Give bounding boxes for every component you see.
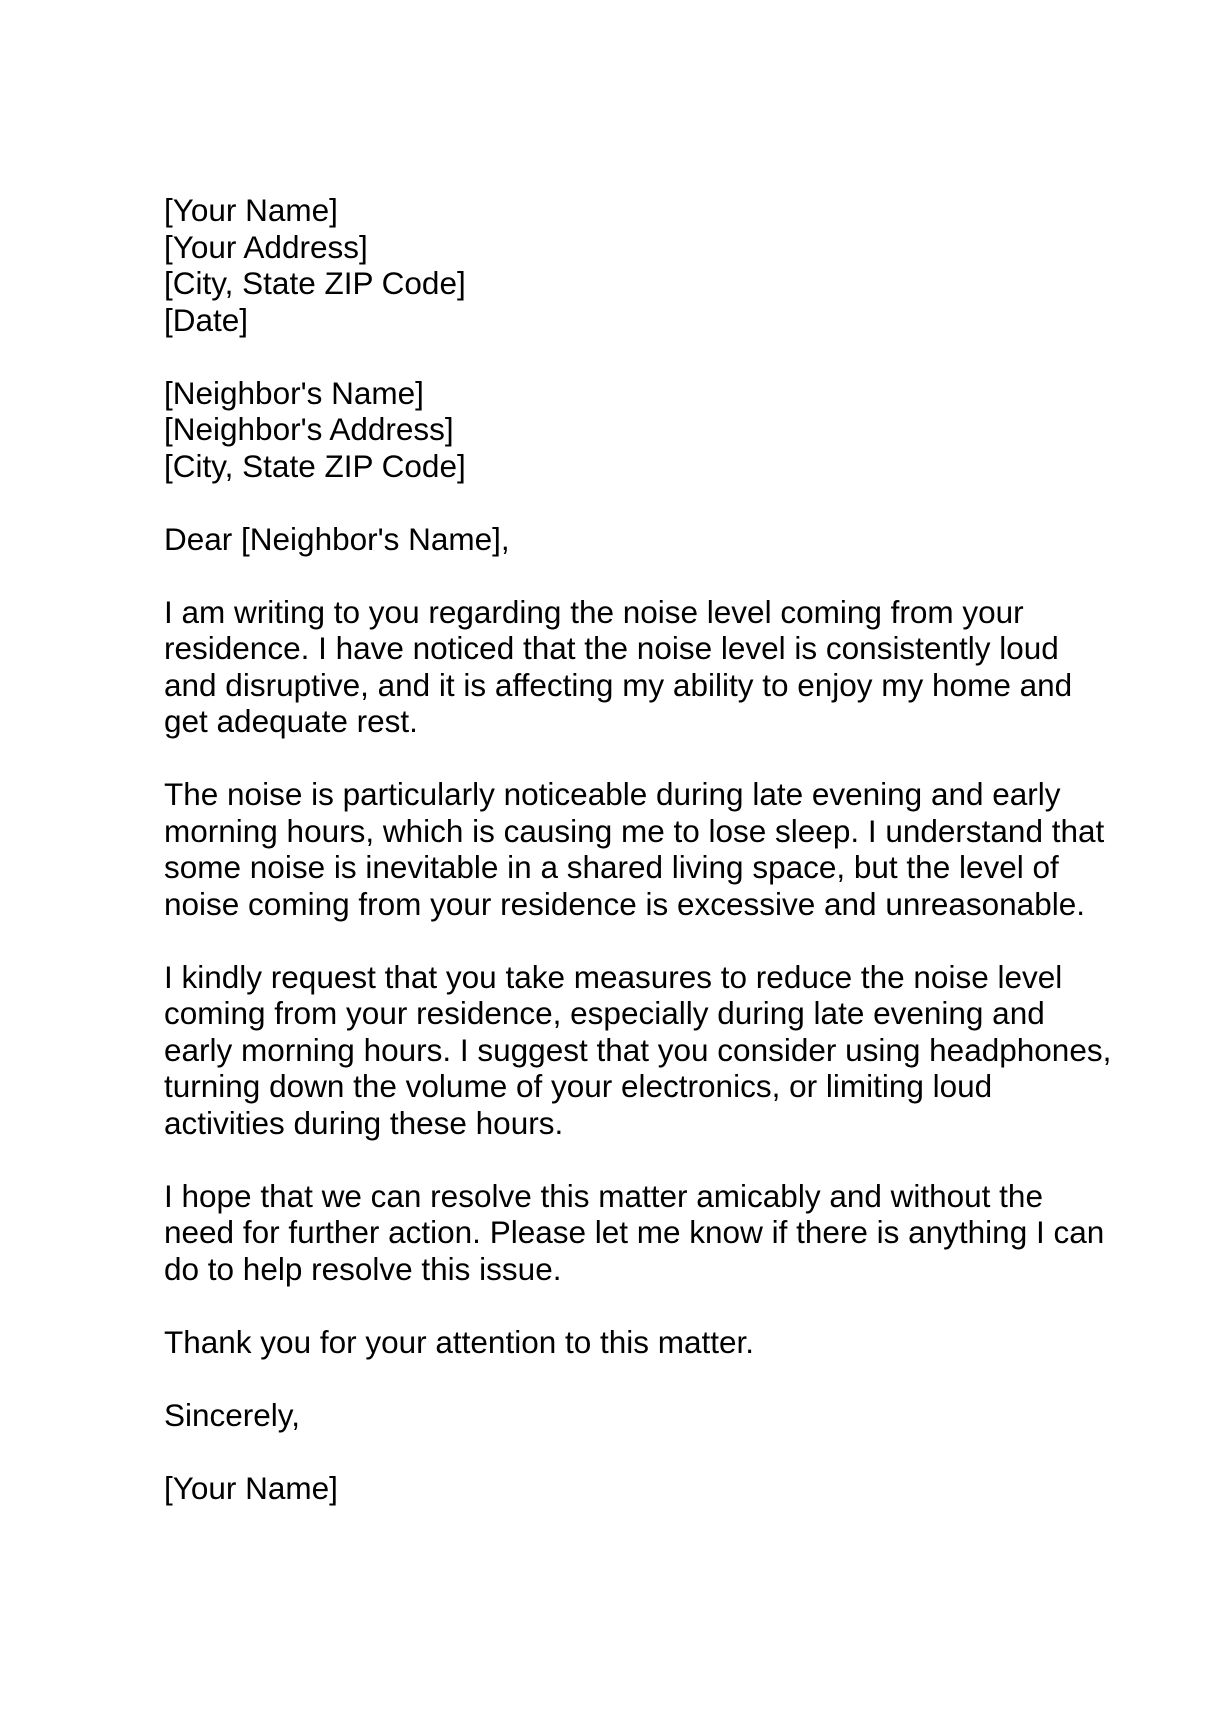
body-paragraph-1 bbox=[164, 594, 1124, 740]
paragraph-line: coming from your residence, especially during late evening and bbox=[164, 995, 1045, 1031]
paragraph-line: The noise is particularly noticeable during late evening and early bbox=[164, 776, 1061, 812]
recipient-name: [Neighbor's Name] bbox=[164, 374, 424, 411]
body-paragraph-3 bbox=[164, 959, 1124, 1142]
paragraph-line: turning down the volume of your electronics, or limiting loud bbox=[164, 1068, 993, 1104]
letter-content bbox=[164, 192, 1124, 1543]
paragraph-line: do to help resolve this issue. bbox=[164, 1250, 562, 1287]
paragraph-line: and disruptive, and it is affecting my ability to enjoy my home and bbox=[164, 666, 1073, 703]
salutation-text: Dear [Neighbor's Name], bbox=[164, 520, 510, 557]
paragraph-line: activities during these hours. bbox=[164, 1104, 564, 1141]
letter-date: [Date] bbox=[164, 301, 249, 338]
paragraph-line: some noise is inevitable in a shared living space, but the level of bbox=[164, 849, 1059, 885]
sender-city-state-zip: [City, State ZIP Code] bbox=[164, 265, 466, 301]
body-paragraph-5 bbox=[164, 1324, 1124, 1361]
paragraph-line: I am writing to you regarding the noise level coming from your bbox=[164, 593, 1024, 630]
recipient-city-state-zip: [City, State ZIP Code] bbox=[164, 447, 466, 484]
paragraph-line: need for further action. Please let me know if there is anything I can bbox=[164, 1214, 1105, 1250]
paragraph-line: get adequate rest. bbox=[164, 703, 418, 739]
signature-name: [Your Name] bbox=[164, 1469, 338, 1506]
closing-text: Sincerely, bbox=[164, 1396, 300, 1433]
body-paragraph-2 bbox=[164, 776, 1124, 922]
sender-name: [Your Name] bbox=[164, 192, 338, 228]
recipient-address: [Neighbor's Address] bbox=[164, 411, 454, 447]
signature bbox=[164, 1470, 1124, 1507]
sender-address-block bbox=[164, 192, 1124, 338]
paragraph-line: early morning hours. I suggest that you consider using headphones, bbox=[164, 1031, 1112, 1068]
closing bbox=[164, 1397, 1124, 1434]
paragraph-line: I hope that we can resolve this matter amicably and without the bbox=[164, 1177, 1043, 1214]
paragraph-line: Thank you for your attention to this matter. bbox=[164, 1323, 755, 1360]
recipient-address-block bbox=[164, 375, 1124, 485]
paragraph-line: morning hours, which is causing me to lose sleep. I understand that bbox=[164, 812, 1105, 849]
salutation bbox=[164, 521, 1124, 558]
sender-address: [Your Address] bbox=[164, 228, 368, 265]
paragraph-line: residence. I have noticed that the noise level is consistently loud bbox=[164, 630, 1059, 666]
paragraph-line: noise coming from your residence is excessive and unreasonable. bbox=[164, 885, 1085, 922]
paragraph-line: I kindly request that you take measures to reduce the noise level bbox=[164, 958, 1063, 995]
body-paragraph-4 bbox=[164, 1178, 1124, 1288]
